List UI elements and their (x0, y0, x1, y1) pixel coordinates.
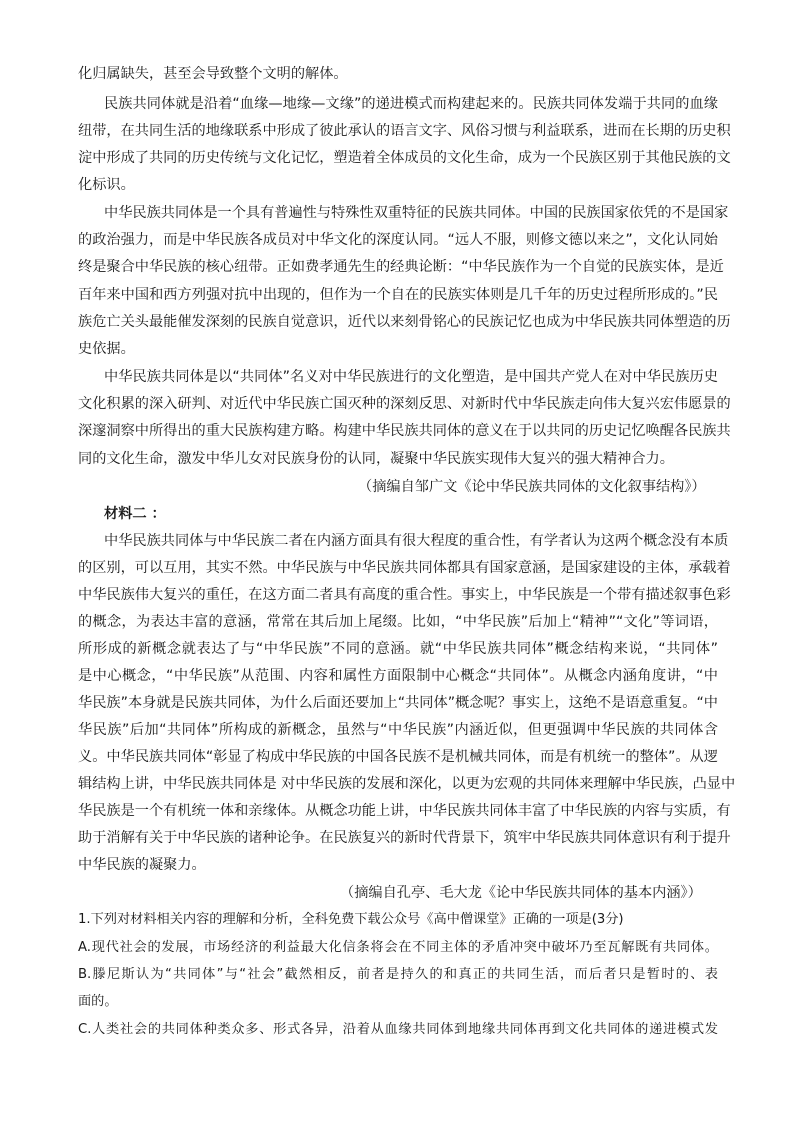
text-line: 终是聚合中华民族的核心纽带。正如费孝通先生的经典论断：“中华民族作为一个自觉的民族实体，是近 (78, 259, 724, 275)
question-option-a: A.现代社会的发展，市场经济的利益最大化信条将会在不同主体的矛盾冲突中破坏乃至瓦解既有共同体。 (78, 940, 718, 955)
source-citation: （摘编自孔亭、毛大龙《论中华民族共同体的基本内涵》） (340, 885, 702, 901)
text-line: 的区别，可以互用，其实不然。中华民族与中华民族共同体都具有国家意涵，是国家建设的主体，承载着 (78, 560, 731, 576)
text-line: 所形成的新概念就表达了与“中华民族”不同的意涵。就“中华民族共同体”概念结构来说，“共同体” (78, 641, 718, 657)
section-heading: 材料二 ： (104, 506, 166, 522)
text-line: 义。中华民族共同体“彰显了构成中华民族的中国各民族不是机械共同体，而是有机统一的整体”。从逻 (78, 749, 718, 765)
text-line: 史依据。 (78, 341, 135, 357)
text-line: 华民族”本身就是民族共同体，为什么后面还要加上“共同体”概念呢？事实上，这绝不是语意重复。“中 (78, 695, 718, 711)
text-line: 淀中形成了共同的历史传统与文化记忆，塑造着全体成员的文化生命，成为一个民族区别于其他民族的文 (78, 150, 731, 166)
source-citation: （摘编自邹广文《论中华民族共同体的文化叙事结构》） (358, 479, 706, 495)
text-line: 纽带，在共同生活的地缘联系中形成了彼此承认的语言文字、风俗习惯与利益联系，进而在长期的历史积 (78, 123, 731, 139)
text-line: 中华民族伟大复兴的重任，在这方面二者具有高度的重合性。事实上，中华民族是一个带有描述叙事色彩 (78, 587, 731, 603)
question-option-c: C.人类社会的共同体种类众多、形式各异，沿着从血缘共同体到地缘共同体再到文化共同体的递进模式发 (78, 1022, 718, 1037)
text-line: 是中心概念，“中华民族”从范围、内容和属性方面限制中心概念“共同体”。从概念内涵角度讲，“中 (78, 668, 718, 684)
text-line: 的政治强力，而是中华民族各成员对中华文化的深度认同。“远人不服，则修文德以来之”，文化认同始 (78, 232, 718, 248)
text-line: 化标识。 (78, 177, 135, 193)
text-line: 文化积累的深入研判、对近代中华民族亡国灭种的深刻反思、对新时代中华民族走向伟大复兴宏伟愿景的 (78, 396, 731, 412)
question-option-b-continued: 面的。 (78, 994, 118, 1009)
text-line: 华民族”后加“共同体”所构成的新概念，虽然与“中华民族”内涵近似，但更强调中华民族的共同体含 (78, 722, 718, 738)
text-line: 中华民族共同体是一个具有普遍性与特殊性双重特征的民族共同体。中国的民族国家依凭的不是国家 (104, 205, 729, 221)
text-line: 中华民族共同体是以“共同体”名义对中华民族进行的文化塑造，是中国共产党人在对中华民族历史 (104, 369, 718, 385)
text-line: 化归属缺失，甚至会导致整个文明的解体。 (78, 66, 348, 82)
text-line: 同的文化生命，激发中华儿女对民族身份的认同，凝聚中华民族实现伟大复兴的强大精神合力。 (78, 451, 674, 467)
text-line: 中华民族的凝聚力。 (78, 857, 206, 873)
text-line: 华民族是一个有机统一体和亲缘体。从概念功能上讲，中华民族共同体丰富了中华民族的内容与实质，有 (78, 803, 731, 819)
text-line: 族危亡关头最能催发深刻的民族自觉意识，近代以来刻骨铭心的民族记忆也成为中华民族共同体塑造的历 (78, 314, 731, 330)
text-line: 百年来中国和西方列强对抗中出现的，但作为一个自在的民族实体则是几千年的历史过程所形成的。”民 (78, 287, 718, 303)
text-line: 助于消解有关于中华民族的诸种论争。在民族复兴的新时代背景下，筑牢中华民族共同体意识有利于提升 (78, 830, 731, 846)
question-stem: 1.下列对材料相关内容的理解和分析，全科免费下载公众号《高中僧课堂》正确的一项是(3分) (78, 912, 624, 927)
text-line: 深邃洞察中所得出的重大民族构建方略。构建中华民族共同体的意义在于以共同的历史记忆唤醒各民族共 (78, 423, 731, 439)
question-option-b: B.滕尼斯认为“共同体”与“社会”截然相反，前者是持久的和真正的共同生活，而后者只是暂时的、表 (78, 967, 718, 982)
text-line: 的概念，为表达丰富的意涵，常常在其后加上尾缀。比如，“中华民族”后加上“精神”“文化”等词语， (78, 614, 718, 630)
text-line: 民族共同体就是沿着“血缘—地缘—文缘”的递进模式而构建起来的。民族共同体发端于共同的血缘 (104, 96, 718, 112)
text-line: 辑结构上讲，中华民族共同体是 对中华民族的发展和深化，以更为宏观的共同体来理解中华民族，凸显中 (78, 776, 736, 792)
text-line: 中华民族共同体与中华民族二者在内涵方面具有很大程度的重合性，有学者认为这两个概念没有本质 (104, 533, 729, 549)
